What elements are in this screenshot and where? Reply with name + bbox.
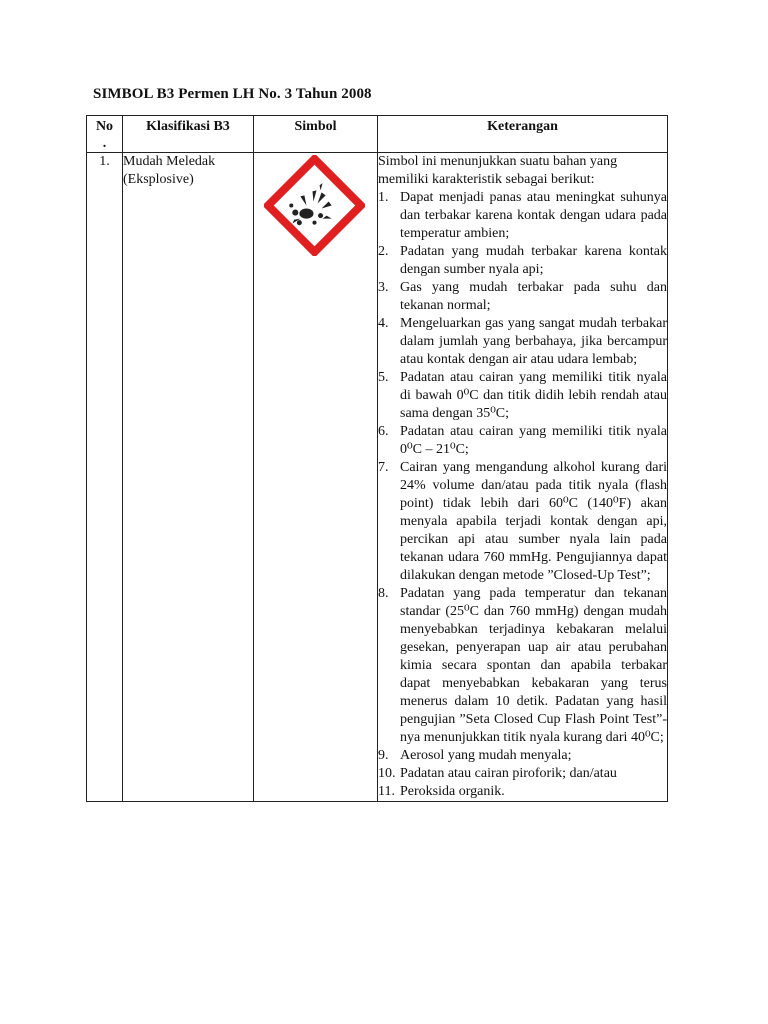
keterangan-item-number: 8. (378, 586, 389, 601)
klasifikasi-line1: Mudah Meledak (123, 154, 216, 169)
keterangan-item-number: 9. (378, 748, 389, 763)
b3-symbol-table (86, 115, 668, 802)
keterangan-item-number: 1. (378, 190, 389, 205)
header-klasifikasi: Klasifikasi B3 (123, 116, 254, 153)
keterangan-item-text: Padatan yang mudah terbakar karena kontak dengan sumber nyala api; (400, 244, 667, 277)
keterangan-item-text: Padatan yang pada temperatur dan tekanan standar (25⁰C dan 760 mmHg) dengan mudah menyebabkan terjadinya kebakaran melalui gesekan, penyerapan uap air atau perubahan kimia secara spontan dan apabila terbakar dapat menyebabkan kebakaran yang terus menerus dalam 10 detik. Padatan yang hasil pengujian ”Seta Closed Cup Flash Point Test”-nya menunjukkan titik nyala kurang dari 40⁰C; (400, 586, 667, 745)
page-title: SIMBOL B3 Permen LH No. 3 Tahun 2008 (93, 86, 372, 102)
keterangan-intro: Simbol ini menunjukkan suatu bahan yang memiliki karakteristik sebagai berikut: (378, 154, 618, 187)
table-row (87, 153, 668, 802)
header-simbol: Simbol (254, 116, 378, 153)
explosive-pictogram-svg (264, 155, 365, 256)
keterangan-item-text: Padatan atau cairan yang memiliki titik nyala di bawah 0⁰C dan titik didih lebih rendah atau sama dengan 35⁰C; (400, 370, 667, 421)
keterangan-item-text: Cairan yang mengandung alkohol kurang dari 24% volume dan/atau pada titik nyala (flash point) tidak lebih dari 60⁰C (140⁰F) akan menyala apabila terjadi kontak dengan api, percikan api atau sumber nyala lain pada tekanan udara 760 mmHg. Pengujiannya dapat dilakukan dengan metode ”Closed-Up Test”; (400, 460, 667, 583)
keterangan-list (378, 189, 667, 801)
keterangan-item-number: 3. (378, 280, 389, 295)
keterangan-item (378, 747, 667, 765)
keterangan-item-text: Dapat menjadi panas atau meningkat suhunya dan terbakar karena kontak dengan udara pada temperatur ambien; (400, 190, 667, 241)
keterangan-item (378, 189, 667, 243)
keterangan-item (378, 585, 667, 747)
keterangan-item (378, 243, 667, 279)
keterangan-item-text: Gas yang mudah terbakar pada suhu dan tekanan normal; (400, 280, 667, 313)
explosive-ghs-icon (264, 155, 365, 256)
header-keterangan: Keterangan (378, 116, 668, 153)
keterangan-item-text: Padatan atau cairan yang memiliki titik nyala 0⁰C – 21⁰C; (400, 424, 667, 457)
keterangan-item (378, 279, 667, 315)
keterangan-item-number: 11. (378, 784, 395, 799)
row-symbol-cell (254, 153, 378, 802)
keterangan-item-text: Padatan atau cairan piroforik; dan/atau (400, 766, 617, 781)
header-no (87, 116, 123, 153)
row-klasifikasi (123, 153, 254, 802)
keterangan-item-text: Peroksida organik. (400, 784, 505, 799)
keterangan-item (378, 459, 667, 585)
keterangan-item-number: 2. (378, 244, 389, 259)
keterangan-item-number: 4. (378, 316, 389, 331)
klasifikasi-line2: (Eksplosive) (123, 172, 194, 187)
header-no-line1: No (95, 119, 114, 134)
keterangan-item (378, 765, 667, 783)
keterangan-item-text: Mengeluarkan gas yang sangat mudah terbakar dalam jumlah yang berbahaya, jika bercampur atau kontak dengan air atau udara lembab; (400, 316, 667, 367)
row-keterangan (378, 153, 668, 802)
table-header-row (87, 116, 668, 153)
row-number: 1. (87, 153, 123, 802)
keterangan-item-number: 10. (378, 766, 396, 781)
keterangan-item (378, 369, 667, 423)
keterangan-item-text: Aerosol yang mudah menyala; (400, 748, 572, 763)
keterangan-item (378, 783, 667, 801)
keterangan-item-number: 6. (378, 424, 389, 439)
keterangan-item-number: 7. (378, 460, 389, 475)
keterangan-item-number: 5. (378, 370, 389, 385)
keterangan-item (378, 315, 667, 369)
header-no-line2: . (102, 136, 107, 151)
keterangan-item (378, 423, 667, 459)
